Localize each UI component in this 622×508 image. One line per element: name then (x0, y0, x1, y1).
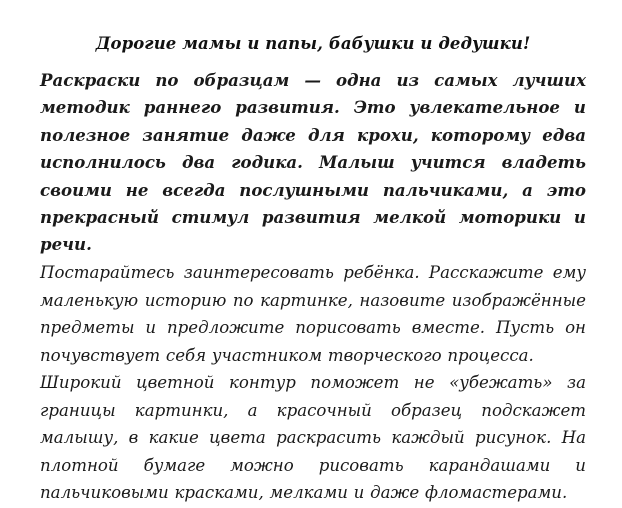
paragraph-engagement: Постарайтесь заинтересовать ребёнка. Расскажите ему маленькую историю по картинке, назовите изображённые предметы и предложите порисовать вместе. Пусть он почувствует себя участником творческого процесса. (40, 263, 586, 365)
paragraph-materials: Широкий цветной контур поможет не «убежать» за границы картинки, а красочный образец подскажет малышу, в какие цвета раскрасить каждый рисунок. На плотной бумаге можно рисовать карандашами и пальчиковыми красками, мелками и даже фломастерами. (40, 373, 586, 503)
page-title: Дорогие мамы и папы, бабушки и дедушки! (95, 34, 531, 53)
paragraph-intro: Раскраски по образцам — одна из самых лучших методик раннего развития. Это увлекательное и полезное занятие даже для крохи, которому едва исполнилось два годика. Малыш учится владеть своими не всегда послушными пальчиками, а это прекрасный стимул развития мелкой моторики и речи. (40, 70, 586, 255)
